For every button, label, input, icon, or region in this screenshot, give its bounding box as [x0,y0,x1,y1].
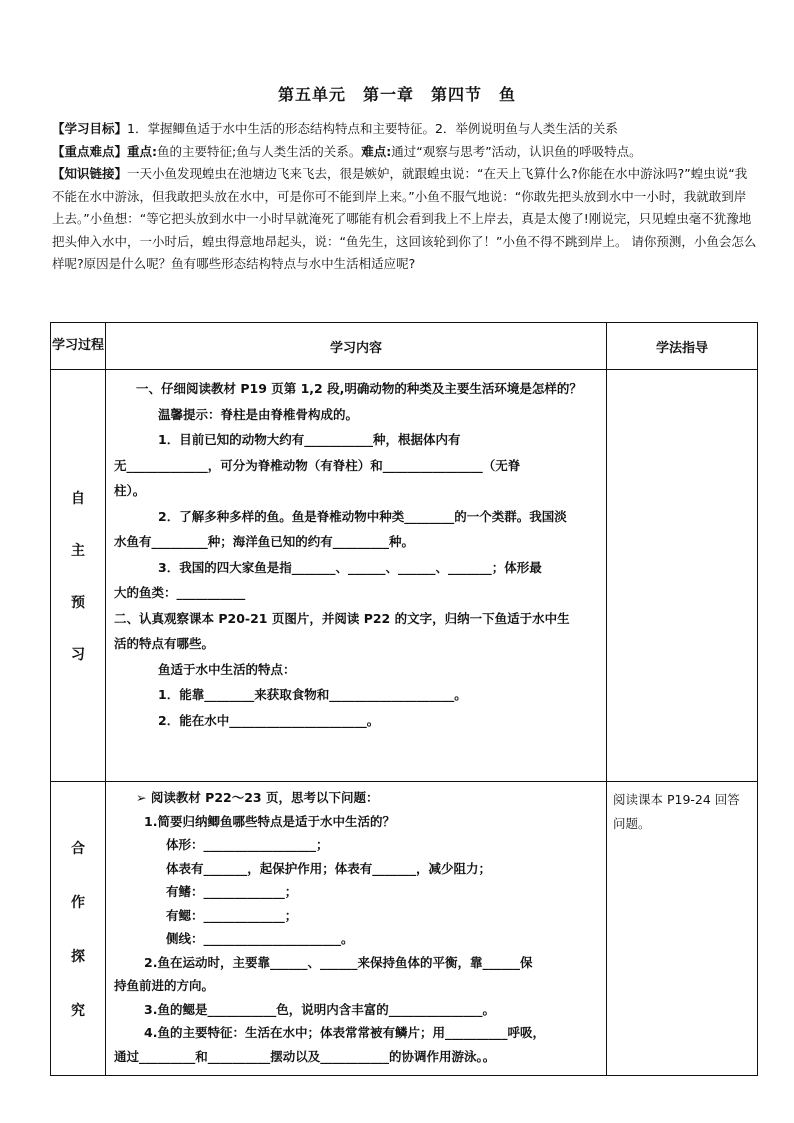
table-row [51,370,758,782]
goal-text: 1．掌握鲫鱼适于水中生活的形态结构特点和主要特征。2．举例说明鱼与人类生活的关系 [127,121,618,136]
content-line: 柱）。 [114,483,146,498]
content-line: 2．能在水中______________________。 [158,712,380,728]
study-table [50,322,758,1076]
knowledge-link [52,163,758,276]
key-text-2: 通过“观察与思考”活动，认识鱼的呼吸特点。 [391,143,642,159]
header-process: 学习过程 [51,323,106,370]
content-line: 有鳍：_____________； [166,884,298,899]
content-line: 1.简要归纳鲫鱼哪些特点是适于水中生活的？ [144,813,395,829]
content-line: 二、认真观察课本 P20-21 页图片，并阅读 P22 的文字，归纳一下鱼适于水中生 [114,610,570,626]
table-header-row [51,323,758,370]
intro-section [52,118,758,276]
content-line: 鱼适于水中生活的特点： [158,661,296,677]
process-label-cooperative-inquiry: 合 作 探 究 [51,782,106,1076]
header-guide: 学法指导 [607,323,758,370]
content-line: 水鱼有_________种；海洋鱼已知的约有_________种。 [114,534,415,549]
content-line: 2.鱼在运动时，主要靠______、______来保持鱼体的平衡，靠______保 [144,954,533,970]
content-line: 3.鱼的鳃是___________色，说明内含丰富的_______________。 [144,1001,495,1017]
content-line: 3．我国的四大家鱼是指_______、______、______、_______；体形最 [158,559,542,575]
content-line: 温馨提示：脊柱是由脊椎骨构成的。 [158,406,359,422]
table-row [51,782,758,1076]
content-line: 体形：__________________； [166,837,329,852]
content-line: 大的鱼类：___________ [114,585,246,600]
key-label-2: 难点: [361,143,392,159]
process-label-self-study: 自 主 预 习 [51,370,106,782]
content-line: 1．能靠________来获取食物和____________________。 [158,687,467,702]
content-self-study [106,370,607,782]
content-line: ➢ 阅读教材 P22～23 页，思考以下问题： [136,790,379,805]
content-line: 4.鱼的主要特征：生活在水中；体表常常被有鳞片；用__________呼吸， [144,1025,545,1040]
content-line: 无_____________，可分为脊椎动物（有脊柱）和________________（无脊 [114,457,521,473]
content-line: 一、仔细阅读教材 P19 页第 1,2 段,明确动物的种类及主要生活环境是怎样的？ [136,381,582,396]
key-tag: 【重点难点】 [52,143,128,159]
content-cooperative-inquiry [106,782,607,1076]
content-line: 有鳃：_____________； [166,907,298,923]
learning-goal [52,118,758,141]
content-line: 体表有_______，起保护作用；体表有_______，减少阻力； [166,860,492,876]
key-label-1: 重点: [127,143,158,159]
key-points [52,141,758,164]
link-text: 一天小鱼发现蝗虫在池塘边飞来飞去，很是嫉妒，就跟蝗虫说：“在天上飞算什么?你能在水中游泳吗?”蝗虫说“我不能在水中游泳，但我敢把头放在水中，可是你可不能到岸上来。”小鱼不服气地说：“你敢先把头放到水中一小时，我就敢到岸上去。”小鱼想：“等它把头放到水中一小时早就淹死了哪能有机会看到我上不上岸去，真是太傻了!刚说完，只见蝗虫毫不犹豫地把头伸入水中，一小时后，蝗虫得意地昂起头，说：“鱼先生，这回该轮到你了！”小鱼不得不跳到岸上。 请你预测，小鱼会怎么样呢?原因是什么呢？鱼有哪些形态结构特点与水中生活相适应呢? [52,166,757,271]
content-line: 1．目前已知的动物大约有___________种，根据体内有 [158,432,461,447]
link-tag: 【知识链接】 [52,166,128,181]
content-line: 通过_________和__________摆动以及___________的协调作用游泳。。 [114,1048,496,1064]
content-line: 持鱼前进的方向。 [114,978,215,993]
goal-tag: 【学习目标】 [52,121,128,136]
page-title: 第五单元 第一章 第四节 鱼 [277,85,516,104]
guide-cooperative-inquiry: 阅读课本 P19-24 回答问题。 [607,782,758,1076]
content-line: 侧线：______________________。 [166,931,354,946]
guide-self-study [607,370,758,782]
content-line: 活的特点有哪些。 [114,636,215,651]
header-content: 学习内容 [106,323,607,370]
key-text-1: 鱼的主要特征;鱼与人类生活的关系。 [157,143,362,159]
content-line: 2．了解多种多样的鱼。鱼是脊椎动物中种类________的一个类群。我国淡 [158,508,567,524]
